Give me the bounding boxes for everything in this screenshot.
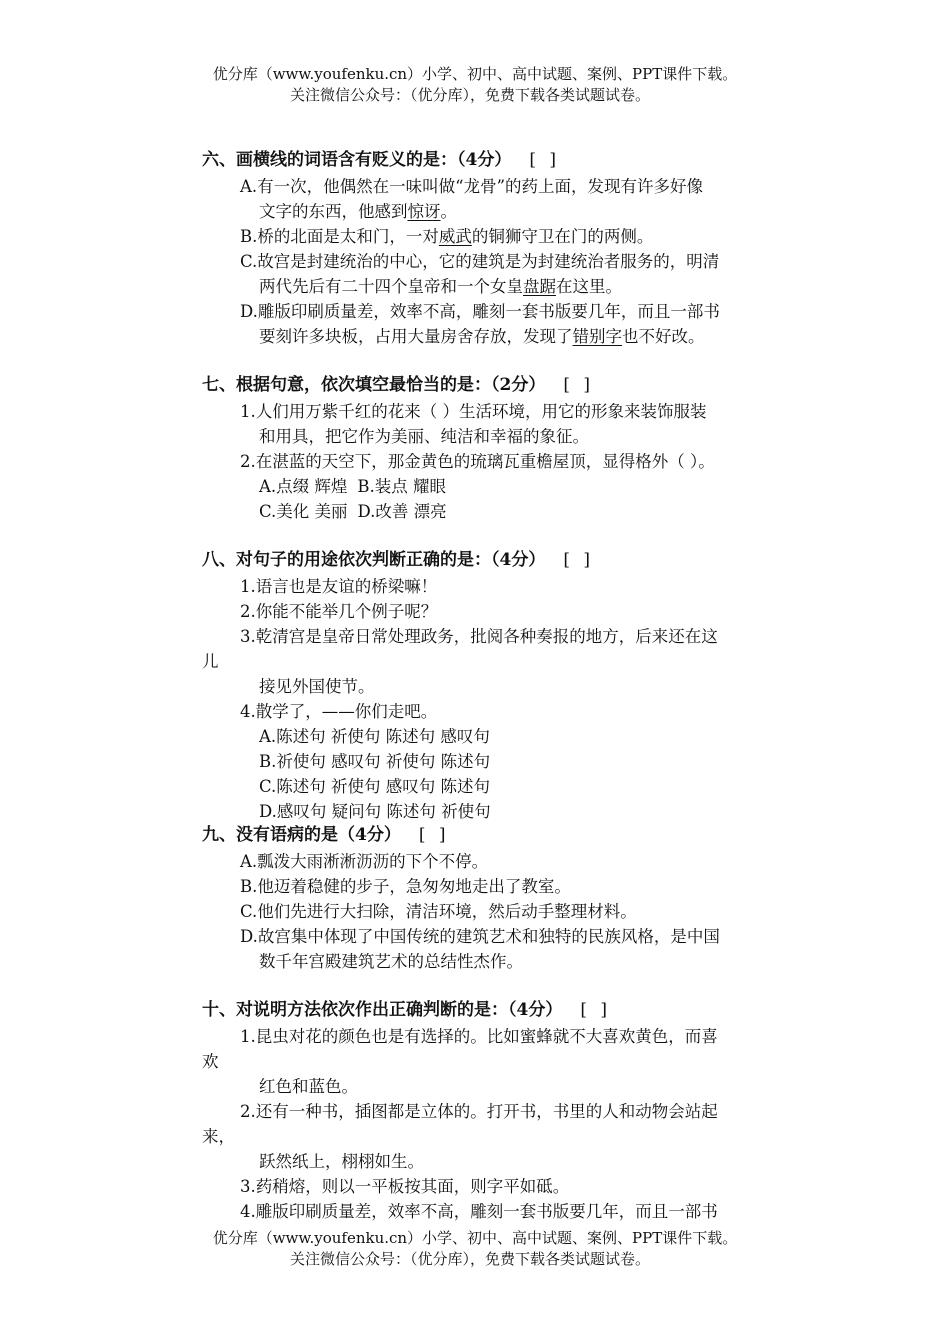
page-footer xyxy=(0,1228,950,1270)
q7-sentence-1-line-2: 和用具，把它作为美丽、纯洁和幸福的象征。 xyxy=(259,427,589,446)
q8-option-c: C.陈述句 祈使句 感叹句 陈述句 xyxy=(259,777,491,796)
q10-sentence-1-line-1: 1.昆虫对花的颜色也是有选择的。比如蜜蜂就不大喜欢黄色，而喜 xyxy=(240,1027,718,1046)
q6-d-underlined-word: 错别字 xyxy=(572,327,622,346)
q9-option-c: C.他们先进行大扫除，清洁环境，然后动手整理材料。 xyxy=(240,902,637,921)
q9-option-d-line-2: 数千年宫殿建筑艺术的总结性杰作。 xyxy=(259,952,523,971)
question-8-title xyxy=(202,548,594,573)
question-10-title xyxy=(202,998,611,1023)
question-8-title-text: 八、对句子的用途依次判断正确的是：（4分） xyxy=(202,550,546,570)
q8-sentence-3-line-2: 儿 xyxy=(202,652,219,671)
q6-b-text: B.桥的北面是太和门，一对 xyxy=(240,227,439,246)
q6-option-b xyxy=(240,224,653,249)
q7-option-c: C.美化 美丽 xyxy=(259,502,348,521)
q6-option-c-line-2 xyxy=(259,274,622,299)
q8-option-a: A.陈述句 祈使句 陈述句 感叹句 xyxy=(259,727,490,746)
question-8-answer-bracket: [ ] xyxy=(563,550,594,570)
q8-sentence-3-line-3: 接见外国使节。 xyxy=(259,677,375,696)
q7-options-ab xyxy=(259,474,446,499)
q10-sentence-2-line-3: 跃然纸上，栩栩如生。 xyxy=(259,1152,424,1171)
q6-a-text: 文字的东西，他感到 xyxy=(259,202,408,221)
question-7-title xyxy=(202,373,594,398)
footer-line-1: 优分库（www.youfenku.cn）小学、初中、高中试题、案例、PPT课件下载。 xyxy=(212,1229,738,1247)
question-9-title xyxy=(202,823,450,848)
question-7-title-text: 七、根据句意，依次填空最恰当的是：（2分） xyxy=(202,375,546,395)
header-line-1: 优分库（www.youfenku.cn）小学、初中、高中试题、案例、PPT课件下载。 xyxy=(212,65,738,83)
question-9-answer-bracket: [ ] xyxy=(418,825,450,845)
q6-option-d-line-1: D.雕版印刷质量差，效率不高，雕刻一套书版要几年，而且一部书 xyxy=(240,302,720,321)
q9-option-d-line-1: D.故宫集中体现了中国传统的建筑艺术和独特的民族风格，是中国 xyxy=(240,927,720,946)
q6-b-underlined-word: 威武 xyxy=(438,227,472,246)
q10-sentence-1-line-2: 欢 xyxy=(202,1052,219,1071)
q10-sentence-2-line-2: 来， xyxy=(202,1127,235,1146)
q7-option-d: D.改善 漂亮 xyxy=(357,502,447,521)
q6-c-underlined-word: 盘踞 xyxy=(523,277,556,296)
q7-sentence-2: 2.在湛蓝的天空下，那金黄色的琉璃瓦重檐屋顶，显得格外（ ）。 xyxy=(240,452,715,471)
q6-d-text-end: 也不好改。 xyxy=(622,327,705,346)
q6-option-c-line-1: C.故宫是封建统治的中心，它的建筑是为封建统治者服务的，明清 xyxy=(240,252,720,271)
q6-option-d-line-2 xyxy=(259,324,705,349)
q7-options-cd xyxy=(259,499,447,524)
question-6-title-text: 六、画横线的词语含有贬义的是：（4分） xyxy=(202,150,512,170)
q8-option-b: B.祈使句 感叹句 祈使句 陈述句 xyxy=(259,752,491,771)
q6-c-text: 两代先后有二十四个皇帝和一个女皇 xyxy=(259,277,523,296)
page-header xyxy=(0,64,950,106)
q6-d-text: 要刻许多块板，占用大量房舍存放，发现了 xyxy=(259,327,573,346)
q7-option-a: A.点缀 辉煌 xyxy=(259,477,348,496)
q7-sentence-1-line-1: 1.人们用万紫千红的花来（ ）生活环境，用它的形象来装饰服装 xyxy=(240,402,707,421)
question-6-answer-bracket: [ ] xyxy=(529,150,560,170)
q6-a-underlined-word: 惊讶 xyxy=(407,202,441,221)
footer-line-2: 关注微信公众号：（优分库），免费下载各类试题试卷。 xyxy=(289,1250,650,1268)
q10-sentence-2-line-1: 2.还有一种书，插图都是立体的。打开书，书里的人和动物会站起 xyxy=(240,1102,718,1121)
q9-option-b: B.他迈着稳健的步子，急匆匆地走出了教室。 xyxy=(240,877,571,896)
q6-option-a-line-2 xyxy=(259,199,457,224)
q7-option-b: B.装点 耀眼 xyxy=(357,477,447,496)
q6-option-a-line-1: A.有一次，他偶然在一味叫做“龙骨”的药上面，发现有许多好像 xyxy=(240,177,704,196)
q8-sentence-4: 4.散学了，——你们走吧。 xyxy=(240,702,438,721)
q10-sentence-4: 4.雕版印刷质量差，效率不高，雕刻一套书版要几年，而且一部书 xyxy=(240,1202,718,1221)
q6-b-text-end: 的铜狮守卫在门的两侧。 xyxy=(471,227,654,246)
q8-option-d: D.感叹句 疑问句 陈述句 祈使句 xyxy=(259,802,491,821)
q8-sentence-1: 1.语言也是友谊的桥梁嘛！ xyxy=(240,577,438,596)
q8-sentence-3-line-1: 3.乾清宫是皇帝日常处理政务，批阅各种奏报的地方，后来还在这 xyxy=(240,627,718,646)
question-6-title xyxy=(202,148,560,173)
q6-c-text-end: 在这里。 xyxy=(556,277,622,296)
header-line-2: 关注微信公众号：（优分库），免费下载各类试题试卷。 xyxy=(289,86,650,104)
q8-sentence-2: 2.你能不能举几个例子呢？ xyxy=(240,602,438,621)
question-10-title-text: 十、对说明方法依次作出正确判断的是：（4分） xyxy=(202,1000,563,1020)
question-7-answer-bracket: [ ] xyxy=(563,375,594,395)
question-9-title-text: 九、没有语病的是（4分） xyxy=(202,825,401,845)
question-10-answer-bracket: [ ] xyxy=(580,1000,611,1020)
q9-option-a: A.瓢泼大雨淅淅沥沥的下个不停。 xyxy=(240,852,489,871)
q10-sentence-1-line-3: 红色和蓝色。 xyxy=(259,1077,358,1096)
q10-sentence-3: 3.药稍熔，则以一平板按其面，则字平如砥。 xyxy=(240,1177,570,1196)
q6-a-text-end: 。 xyxy=(440,202,457,221)
